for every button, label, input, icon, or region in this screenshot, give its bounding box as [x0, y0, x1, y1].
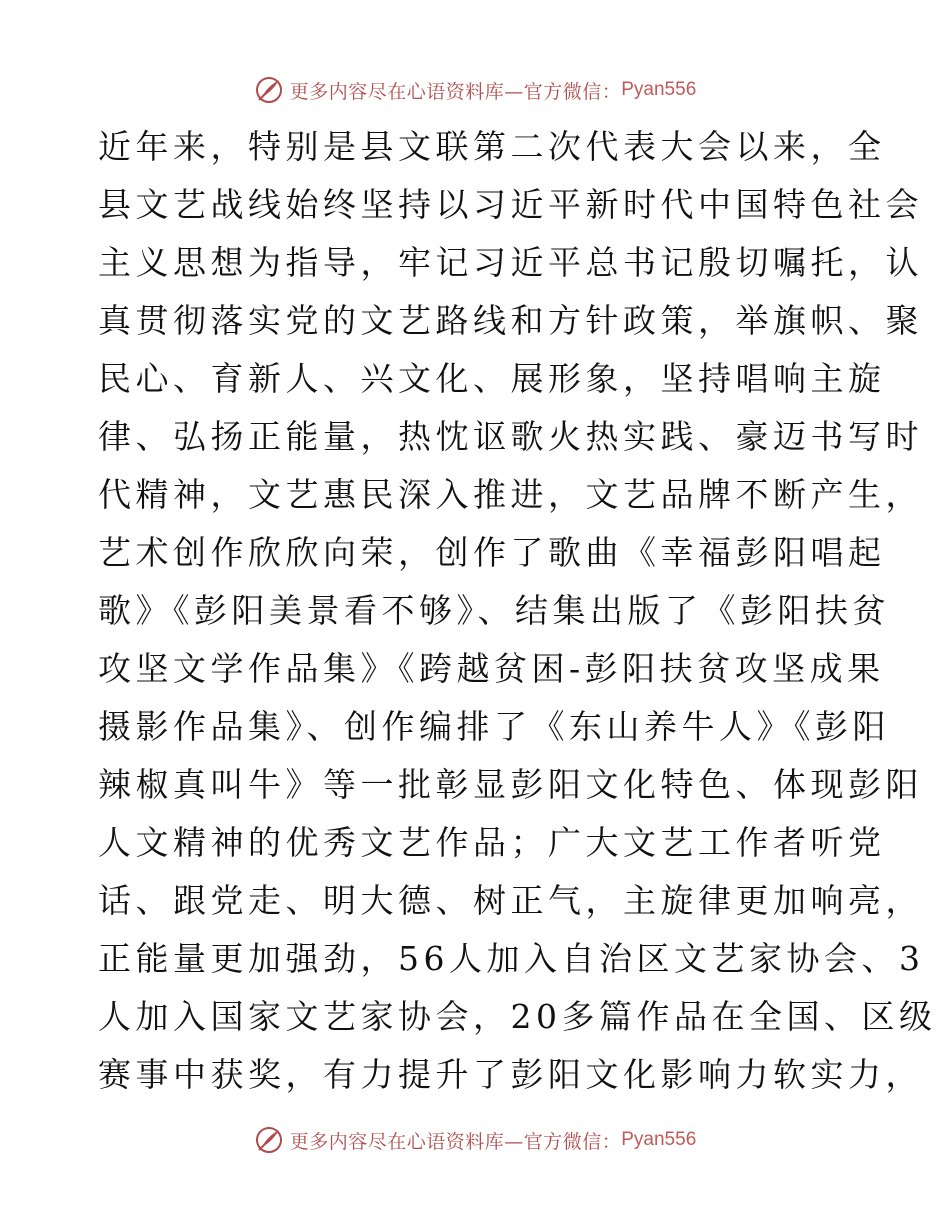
body-line: 真贯彻落实党的文艺路线和方针政策，举旗帜、聚 — [98, 301, 923, 340]
feather-logo-icon — [254, 1125, 284, 1155]
body-line: 人加入国家文艺家协会，20多篇作品在全国、区级 — [98, 997, 937, 1036]
body-line: 赛事中获奖，有力提升了彭阳文化影响力软实力， — [98, 1055, 923, 1094]
footer-watermark-banner — [0, 1120, 950, 1160]
feather-logo-icon — [254, 75, 284, 105]
body-line: 攻坚文学作品集》《跨越贫困-彭阳扶贫攻坚成果 — [98, 649, 885, 688]
body-line: 人文精神的优秀文艺作品；广大文艺工作者听党 — [98, 823, 886, 862]
banner-wechat-id: Pyan556 — [621, 1129, 697, 1150]
body-line: 歌》《彭阳美景看不够》、结集出版了《彭阳扶贫 — [98, 591, 890, 630]
body-line: 县文艺战线始终坚持以习近平新时代中国特色社会 — [98, 185, 923, 224]
body-line: 民心、育新人、兴文化、展形象，坚持唱响主旋 — [98, 359, 886, 398]
body-line: 艺术创作欣欣向荣，创作了歌曲《幸福彭阳唱起 — [98, 533, 886, 572]
body-line: 摄影作品集》、创作编排了《东山养牛人》《彭阳 — [98, 707, 890, 746]
body-line: 律、弘扬正能量，热忱讴歌火热实践、豪迈书写时 — [98, 417, 923, 456]
document-body — [98, 118, 937, 1104]
banner-text: 更多内容尽在心语资料库—官方微信： — [289, 80, 622, 103]
body-line: 辣椒真叫牛》等一批彰显彭阳文化特色、体现彭阳 — [98, 765, 923, 804]
body-line: 近年来，特别是县文联第二次代表大会以来，全 — [98, 127, 886, 166]
banner-text: 更多内容尽在心语资料库—官方微信： — [289, 1130, 622, 1153]
body-line: 代精神，文艺惠民深入推进，文艺品牌不断产生， — [98, 475, 923, 514]
body-line: 主义思想为指导，牢记习近平总书记殷切嘱托，认 — [98, 243, 923, 282]
body-line: 话、跟党走、明大德、树正气，主旋律更加响亮， — [98, 881, 923, 920]
body-line: 正能量更加强劲，56人加入自治区文艺家协会、3 — [98, 939, 925, 978]
banner-wechat-id: Pyan556 — [621, 79, 697, 100]
header-watermark-banner — [0, 70, 950, 110]
